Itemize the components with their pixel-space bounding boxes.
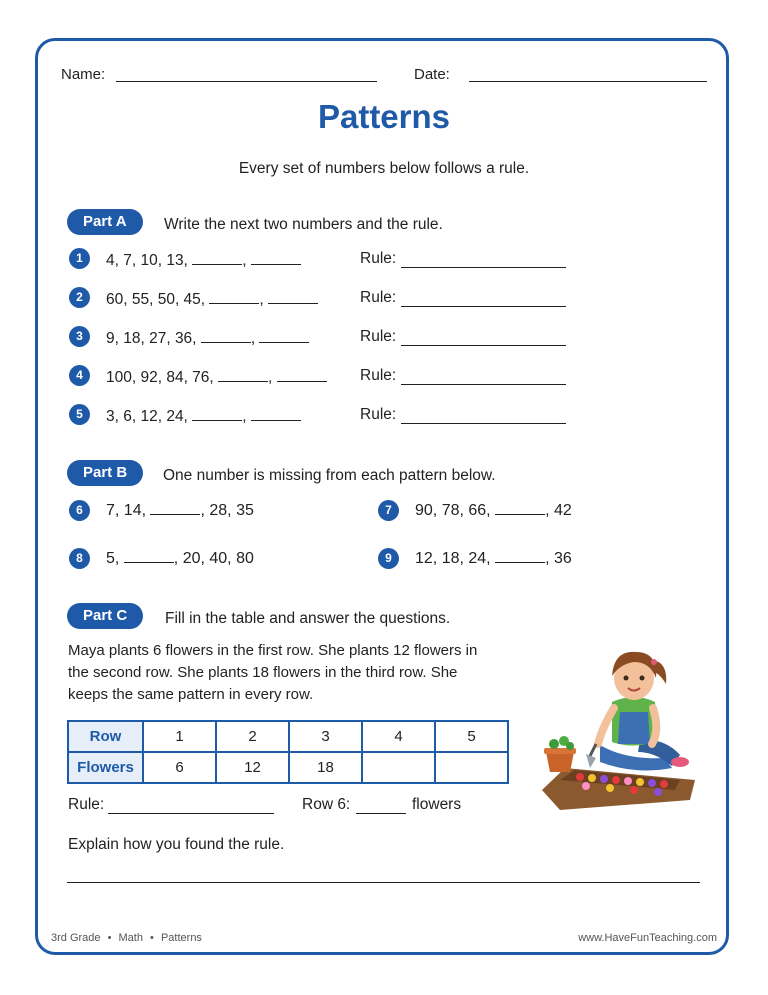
answer-blank[interactable] [251,406,301,421]
rule-line[interactable] [401,267,566,268]
answer-blank[interactable] [124,548,174,563]
table-cell: 2 [216,721,289,752]
pattern-text: 5, , 20, 40, 80 [106,550,254,567]
table-rule-label: Rule: [68,796,105,813]
answer-blank[interactable] [495,548,545,563]
footer-breadcrumb [51,932,202,944]
site-url[interactable]: www.HaveFunTeaching.com [578,932,717,944]
table-cell: 6 [143,752,216,783]
answer-blank[interactable] [218,367,268,382]
answer-blank[interactable] [277,367,327,382]
rule-line[interactable] [401,306,566,307]
pattern-text: 12, 18, 24, , 36 [415,550,572,567]
table-cell: 5 [435,721,508,752]
row6-blank[interactable] [356,813,406,814]
answer-blank[interactable] [192,406,242,421]
story-line: the second row. She plants 18 flowers in the third row. She [68,664,458,681]
question-number: 7 [378,500,399,521]
story-line: Maya plants 6 flowers in the first row. She plants 12 flowers in [68,642,478,659]
answer-blank[interactable] [268,289,318,304]
girl-planting-flowers-illustration [540,640,705,810]
pattern-table [67,720,509,784]
part-a-badge: Part A [67,209,143,235]
grade-text: 3rd Grade [51,932,101,944]
topic-text: Patterns [160,932,202,944]
date-line [469,81,707,82]
question-number: 3 [69,326,90,347]
table-row [68,721,508,752]
rule-line[interactable] [401,384,566,385]
bullet: • [107,932,112,944]
rule-label: Rule: [360,289,397,306]
answer-blank[interactable] [150,500,200,515]
name-line [116,81,377,82]
answer-blank[interactable] [201,328,251,343]
rule-label: Rule: [360,406,397,423]
question-number: 1 [69,248,90,269]
answer-cell[interactable] [362,752,435,783]
table-cell: 3 [289,721,362,752]
rule-label: Rule: [360,250,397,267]
question-number: 9 [378,548,399,569]
answer-blank[interactable] [192,250,242,265]
table-cell: 18 [289,752,362,783]
answer-blank[interactable] [495,500,545,515]
rule-label: Rule: [360,367,397,384]
part-a-instruction: Write the next two numbers and the rule. [164,216,443,233]
part-c-badge: Part C [67,603,143,629]
rule-line[interactable] [401,423,566,424]
row-header: Row [68,721,143,752]
pattern-text: 100, 92, 84, 76, , [106,367,327,387]
name-label: Name: [61,66,106,83]
answer-blank[interactable] [209,289,259,304]
subject-text: Math [118,932,143,944]
answer-blank[interactable] [259,328,309,343]
answer-blank[interactable] [251,250,301,265]
pattern-text: 4, 7, 10, 13, , [106,250,301,270]
explain-prompt: Explain how you found the rule. [68,836,285,853]
rule-line[interactable] [401,345,566,346]
story-line: keeps the same pattern in every row. [68,686,314,703]
table-cell: 4 [362,721,435,752]
part-c-instruction: Fill in the table and answer the questions. [165,610,451,627]
part-b-instruction: One number is missing from each pattern below. [163,467,496,484]
date-label: Date: [414,66,450,83]
flowers-header: Flowers [68,752,143,783]
question-number: 6 [69,500,90,521]
pattern-text: 60, 55, 50, 45, , [106,289,318,309]
question-number: 8 [69,548,90,569]
part-b-badge: Part B [67,460,143,486]
table-rule-line[interactable] [108,813,274,814]
page-title: Patterns [317,98,451,135]
pattern-text: 9, 18, 27, 36, , [106,328,309,348]
row6-label: Row 6: [302,796,351,813]
rule-label: Rule: [360,328,397,345]
row6-unit: flowers [412,796,462,813]
bullet: • [150,932,154,944]
answer-cell[interactable] [435,752,508,783]
pattern-text: 90, 78, 66, , 42 [415,502,572,519]
word-problem [68,640,477,706]
question-number: 4 [69,365,90,386]
question-number: 5 [69,404,90,425]
question-number: 2 [69,287,90,308]
subtitle: Every set of numbers below follows a rule. [238,160,530,177]
table-row [68,752,508,783]
table-cell: 1 [143,721,216,752]
explain-answer-line[interactable] [67,882,700,883]
pattern-text: 3, 6, 12, 24, , [106,406,301,426]
pattern-text: 7, 14, , 28, 35 [106,502,254,519]
table-cell: 12 [216,752,289,783]
